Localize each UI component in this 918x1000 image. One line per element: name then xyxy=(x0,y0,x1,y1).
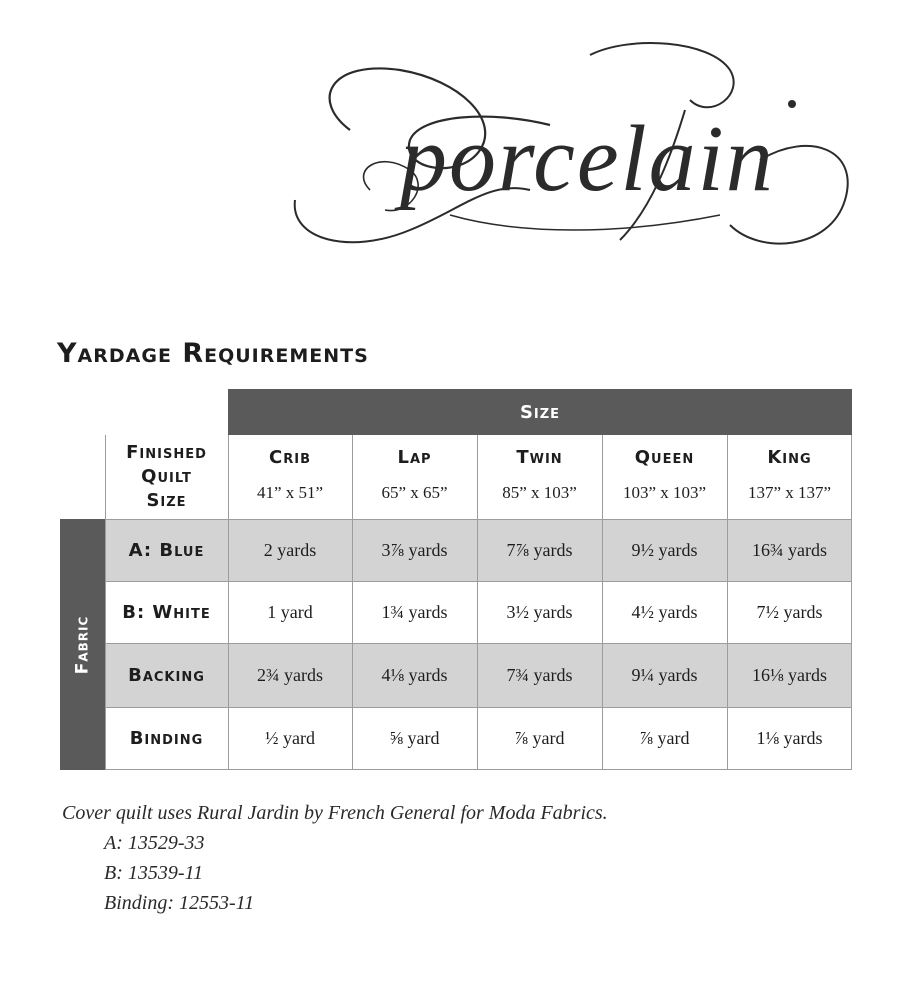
credits-intro: Cover quilt uses Rural Jardin by French General for Moda Fabrics. xyxy=(62,802,608,824)
grid-divider xyxy=(851,435,852,770)
column-dimensions: 85” x 103” xyxy=(502,483,577,502)
table-cell: 9¼ yards xyxy=(631,664,698,685)
table-cell: 4½ yards xyxy=(631,601,698,622)
grid-divider xyxy=(105,643,852,644)
table-cell: ½ yard xyxy=(265,728,315,748)
section-title: Yardage Requirements xyxy=(57,338,369,369)
grid-divider xyxy=(602,435,603,770)
fabric-side-header xyxy=(60,519,105,770)
grid-divider xyxy=(352,435,353,770)
grid-divider xyxy=(105,519,852,520)
logo-wordmark: porcelain xyxy=(400,107,775,211)
porcelain-logo xyxy=(290,40,860,260)
size-header-label: Size xyxy=(519,401,561,423)
grid-divider xyxy=(105,581,852,582)
row-label: Binding xyxy=(129,728,204,749)
table-cell: 7½ yards xyxy=(756,601,823,622)
column-header-queen xyxy=(602,435,727,519)
grid-divider xyxy=(105,435,106,770)
column-header-lap xyxy=(352,435,477,519)
table-cell: 1¾ yards xyxy=(381,601,448,622)
table-cell: 3½ yards xyxy=(506,601,573,622)
row-label: A: Blue xyxy=(128,539,205,561)
table-cell: 1⅛ yards xyxy=(756,728,823,748)
finished-label-line-2: Quilt xyxy=(141,466,192,487)
column-name: King xyxy=(767,447,812,468)
grid-divider xyxy=(105,769,852,770)
table-cell: 4⅛ yards xyxy=(381,664,448,685)
column-header-crib xyxy=(228,435,352,519)
grid-divider xyxy=(477,435,478,770)
grid-divider xyxy=(228,435,229,770)
finished-label-line-3: Size xyxy=(146,490,187,511)
row-label: B: White xyxy=(122,601,211,623)
table-cell: ⅞ yard xyxy=(639,728,690,748)
column-name: Twin xyxy=(516,447,563,468)
row-label: Backing xyxy=(128,664,205,686)
grid-divider xyxy=(105,707,852,708)
table-cell: 16¾ yards xyxy=(752,539,827,560)
column-dimensions: 137” x 137” xyxy=(747,483,832,502)
yardage-table xyxy=(60,389,852,770)
table-cell: ⅞ yard xyxy=(514,728,565,748)
credit-line-b: B: 13539-11 xyxy=(104,862,204,884)
credit-line-a: A: 13529-33 xyxy=(104,832,205,854)
column-name: Queen xyxy=(634,447,695,468)
table-cell: 7⅞ yards xyxy=(506,539,573,560)
table-cell: 16⅛ yards xyxy=(752,664,827,685)
column-header-twin xyxy=(477,435,602,519)
size-header xyxy=(228,389,852,435)
grid-divider xyxy=(727,435,728,770)
table-cell: 2 yards xyxy=(263,539,317,560)
column-name: Lap xyxy=(397,447,432,468)
column-dimensions: 103” x 103” xyxy=(622,483,707,502)
table-cell: 3⅞ yards xyxy=(381,539,448,560)
table-cell: 7¾ yards xyxy=(506,664,573,685)
fabric-side-label: Fabric xyxy=(72,615,93,674)
table-cell: ⅝ yard xyxy=(389,728,440,748)
column-name: Crib xyxy=(269,447,311,468)
column-dimensions: 65” x 65” xyxy=(381,483,448,502)
table-cell: 9½ yards xyxy=(631,539,698,560)
table-cell: 1 yard xyxy=(267,601,313,622)
fabric-credits xyxy=(62,798,608,918)
credit-line-binding: Binding: 12553-11 xyxy=(104,892,255,914)
column-dimensions: 41” x 51” xyxy=(256,483,324,502)
finished-quilt-size-header xyxy=(105,435,228,519)
table-cell: 2¾ yards xyxy=(257,664,323,685)
column-header-king xyxy=(727,435,852,519)
finished-label-line-1: Finished xyxy=(126,442,207,463)
